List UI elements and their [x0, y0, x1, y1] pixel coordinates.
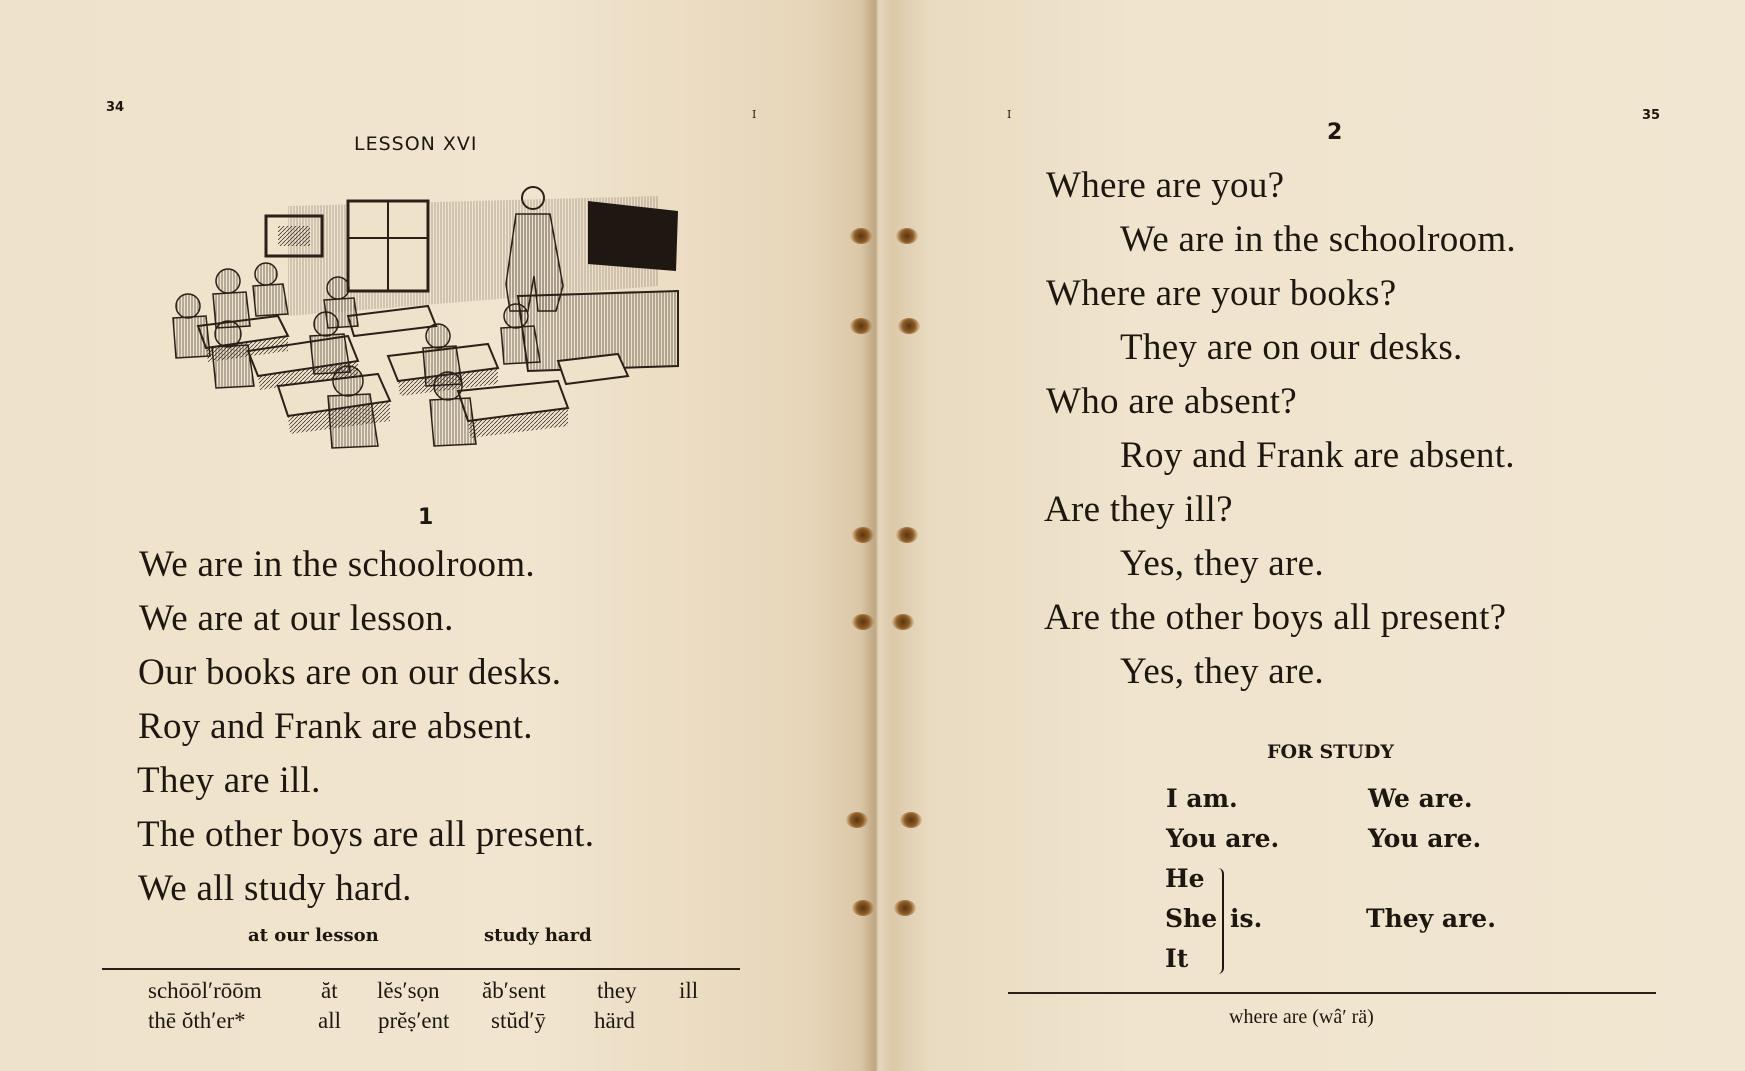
vocab-word: stŭd′ȳ	[491, 1008, 546, 1033]
right-page	[878, 0, 1745, 1071]
binding-hole	[852, 527, 874, 543]
vocab-word: lĕs′sọn	[377, 978, 440, 1003]
right-page-number: 35	[1642, 108, 1661, 123]
section-number-2: 2	[1327, 120, 1343, 145]
phrase: at our lesson	[248, 925, 379, 946]
right-margin-mark: I	[1007, 108, 1012, 121]
vocab-word: thē ŏth′er*	[148, 1008, 246, 1033]
vocab-word: prĕṣ′ent	[378, 1008, 450, 1033]
vocab-rule	[102, 968, 740, 970]
study-pronoun: She	[1165, 904, 1218, 933]
reading-line: We are at our lesson.	[139, 598, 454, 639]
reading-line: We all study hard.	[138, 868, 412, 909]
dialogue-question: Who are absent?	[1046, 381, 1298, 422]
classroom-illustration-icon	[158, 176, 688, 476]
binding-hole	[852, 900, 874, 916]
dialogue-answer: They are on our desks.	[1120, 327, 1463, 368]
dialogue-answer: Yes, they are.	[1120, 543, 1324, 584]
study-plural: We are.	[1368, 784, 1473, 813]
binding-hole	[898, 318, 920, 334]
reading-line: We are in the schoolroom.	[139, 544, 535, 585]
footnote-rule	[1008, 992, 1656, 994]
reading-line: They are ill.	[137, 760, 321, 801]
binding-hole	[850, 228, 872, 244]
vocab-word: they	[597, 978, 637, 1003]
vocab-word: ăb′sent	[482, 978, 546, 1003]
binding-hole	[900, 812, 922, 828]
study-plural: They are.	[1366, 904, 1496, 933]
for-study-title: FOR STUDY	[1267, 741, 1394, 763]
study-singular: I am.	[1166, 784, 1238, 813]
dialogue-question: Are they ill?	[1044, 489, 1233, 530]
section-number-1: 1	[418, 505, 434, 530]
vocab-word: ăt	[321, 978, 338, 1003]
dialogue-question: Where are you?	[1046, 165, 1285, 206]
binding-hole	[894, 900, 916, 916]
binding-hole	[846, 812, 868, 828]
reading-line: The other boys are all present.	[137, 814, 595, 855]
binding-hole	[896, 527, 918, 543]
study-plural: You are.	[1368, 824, 1482, 853]
study-verb: is.	[1230, 904, 1263, 933]
pronoun-brace	[1214, 868, 1224, 974]
vocab-word: härd	[594, 1008, 635, 1033]
left-margin-mark: I	[752, 108, 757, 121]
study-pronoun: He	[1165, 864, 1205, 893]
lesson-title: LESSON XVI	[354, 133, 478, 155]
study-pronoun: It	[1165, 944, 1189, 973]
dialogue-question: Where are your books?	[1046, 273, 1397, 314]
vocab-word: schōōl′rōōm	[148, 978, 262, 1003]
left-page-number: 34	[106, 100, 125, 115]
reading-line: Our books are on our desks.	[138, 652, 562, 693]
binding-hole	[850, 318, 872, 334]
dialogue-answer: We are in the schoolroom.	[1120, 219, 1516, 260]
dialogue-answer: Yes, they are.	[1120, 651, 1324, 692]
pronunciation-footnote: where are (wâ′ rä)	[1229, 1006, 1374, 1028]
reading-line: Roy and Frank are absent.	[138, 706, 533, 747]
study-singular: You are.	[1166, 824, 1280, 853]
vocab-word: all	[318, 1008, 341, 1033]
binding-hole	[896, 228, 918, 244]
dialogue-question: Are the other boys all present?	[1044, 597, 1507, 638]
vocab-word: ill	[679, 978, 699, 1003]
dialogue-answer: Roy and Frank are absent.	[1120, 435, 1515, 476]
binding-hole	[892, 614, 914, 630]
binding-hole	[852, 614, 874, 630]
phrase: study hard	[484, 925, 592, 946]
